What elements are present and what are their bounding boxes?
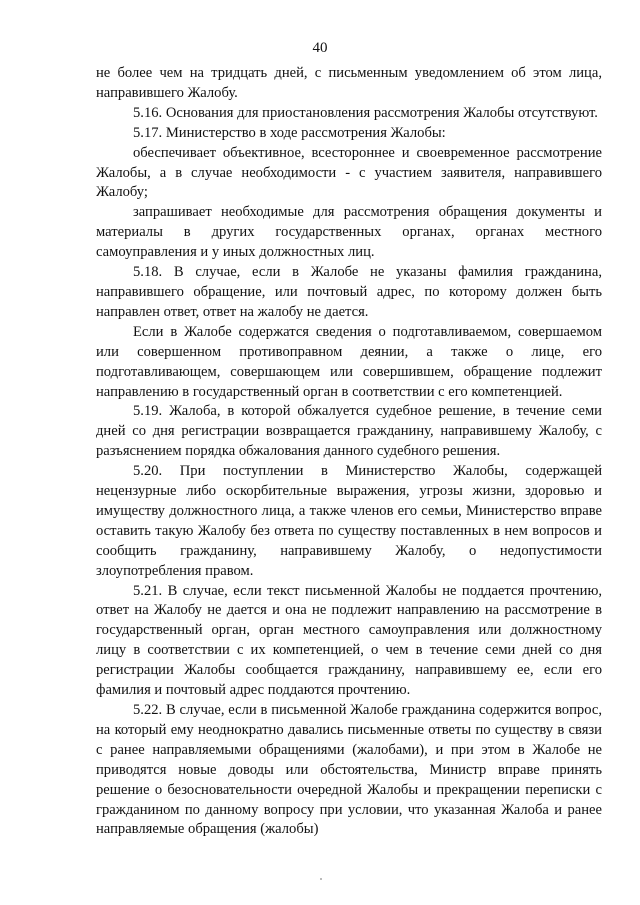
paragraph-5-19: 5.19. Жалоба, в которой обжалуется судебное решение, в течение семи дней со дня регистрации возвращается гражданину, направившему Жалобу, с разъяснением порядка обжалования данного судебного решения. [96,403,602,460]
paragraph-5-22: 5.22. В случае, если в письменной Жалобе гражданина содержится вопрос, на который ему неоднократно давались письменные ответы по существу в связи с ранее направляемыми обращениями (жалобами), и при этом в Жалобе не приводятся новые доводы или обстоятельства, Министр вправе принять решение о безосновательности очередной Жалобы и прекращении переписки с гражданином по данному вопросу при условии, что указанная Жалоба и ранее направляемые обращения (жалобы) [96,702,602,838]
page-number: 40 [312,40,328,56]
paragraph-5-15-continuation: не более чем на тридцать дней, с письменным уведомлением об этом лица, направившего Жалобу. [96,65,602,101]
scan-mark [320,878,322,880]
paragraph-5-18: 5.18. В случае, если в Жалобе не указаны фамилия гражданина, направившего обращение, или почтовый адрес, по которому должен быть направлен ответ, ответ на жалобу не дается. [96,264,602,320]
paragraph-5-17-item-ensures: обеспечивает объективное, всестороннее и своевременное рассмотрение Жалобы, а в случае необходимости - с участием заявителя, направившего Жалобу; [96,144,602,201]
paragraph-5-17-item-requests: запрашивает необходимые для рассмотрения обращения документы и материалы в других государственных органах, органах местного самоуправления и у иных должностных лиц. [96,204,602,261]
paragraph-5-17: 5.17. Министерство в ходе рассмотрения Жалобы: [133,124,446,141]
paragraph-5-18-second: Если в Жалобе содержатся сведения о подготавливаемом, совершаемом или совершенном противоправном деянии, а также о лице, его подготавливающем, совершающем или совершившем, обращение подлежит направлению в государственный орган в соответствии с его компетенцией. [96,323,602,400]
document-body [96,64,602,840]
paragraph-5-16: 5.16. Основания для приостановления рассмотрения Жалобы отсутствуют. [133,104,598,121]
paragraph-5-21: 5.21. В случае, если текст письменной Жалобы не поддается прочтению, ответ на Жалобу не дается и она не подлежит направлению на рассмотрение в государственный орган, орган местного самоуправления или должностному лицу в соответствии с их компетенцией, о чем в течение семи дней со дня регистрации Жалобы сообщается гражданину, направившему ее, если его фамилия и почтовый адрес поддаются прочтению. [96,582,602,699]
paragraph-5-20: 5.20. При поступлении в Министерство Жалобы, содержащей нецензурные либо оскорбительные выражения, угрозы жизни, здоровью и имуществу должностного лица, а также членов его семьи, Министерство вправе оставить такую Жалобу без ответа по существу поставленных в нем вопросов и сообщить гражданину, направившему Жалобу, о недопустимости злоупотребления правом. [96,463,602,579]
